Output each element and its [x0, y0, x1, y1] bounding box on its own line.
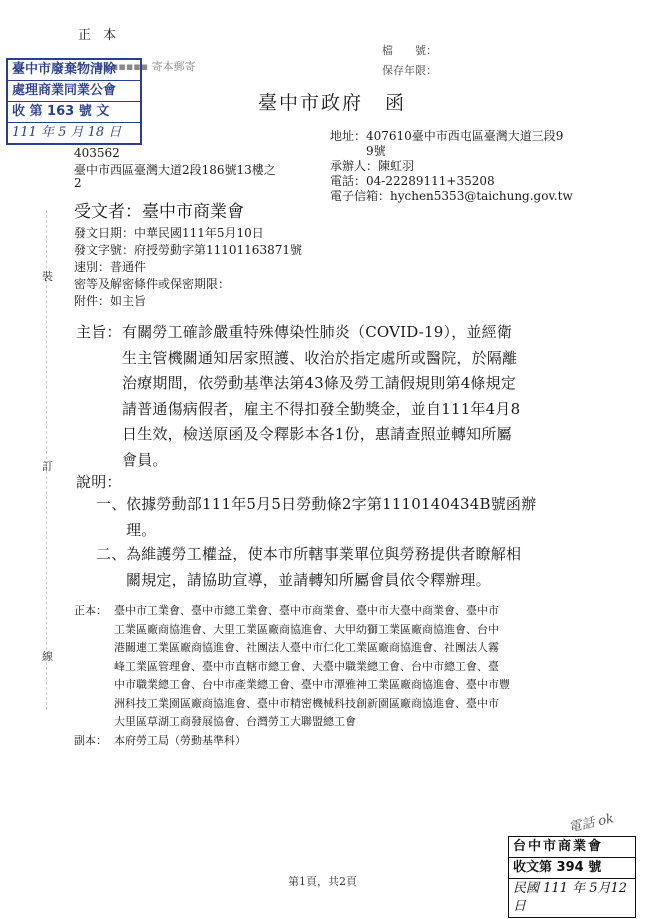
- margin-mark-line: 線: [42, 650, 53, 663]
- attachment: 附件：如主旨: [74, 294, 147, 308]
- sender-address: 地址：407610臺中市西屯區臺灣大道三段9: [330, 129, 564, 143]
- distribution-line: 港關連工業區廠商協進會、社團法人臺中市仁化工業區廠商協進會、社團法人霧: [114, 641, 499, 654]
- copy-recipient: 本府勞工局（勞動基準科）: [114, 734, 246, 747]
- copy-label: 副本：: [74, 734, 107, 747]
- speed-category: 速別：普通件: [74, 260, 147, 274]
- contact-email: 電子信箱：hychen5353@taichung.gov.tw: [330, 189, 573, 203]
- recipient-postcode: 403562: [74, 146, 120, 160]
- issue-date: 發文日期：中華民國111年5月10日: [74, 226, 264, 240]
- distribution-label: 正本：: [74, 604, 107, 617]
- subject-line: 生主管機關通知居家照護、收治於指定處所或醫院，於隔離: [122, 348, 518, 367]
- stamp-commerce-line-1: 台中市商業會: [509, 837, 635, 858]
- received-stamp-association: [6, 58, 142, 145]
- explanation-item-num: 二、: [96, 545, 127, 563]
- issue-number: 發文字號：府授勞動字第11101163871號: [74, 243, 302, 257]
- copy-mark: 正 本: [78, 28, 121, 43]
- faint-mail-line: ▪▪▪▪▪▪▪ 寄本郵寄: [96, 60, 196, 73]
- explanation-item: [126, 542, 521, 593]
- distribution-line: 大里區草湖工商發展協會、台灣勞工大聯盟總工會: [114, 715, 356, 728]
- stamp-commerce-line-3: 民國 111 年 5月12日: [513, 881, 628, 914]
- secrecy-level: 密等及解密條件或保密期限：: [74, 277, 231, 291]
- explanation-line: 依據勞動部111年5月5日勞動條2字第1110140434B號函辦: [126, 495, 537, 513]
- distribution-line: 工業區廠商協進會、大里工業區廠商協進會、大甲幼獅工業區廠商協進會、台中: [114, 622, 499, 636]
- stamp-line-3: 收 第 163 號 文: [8, 102, 140, 123]
- distribution-line: 峰工業區管理會、臺中市直轄市總工會、大臺中職業總工會、台中市總工會、臺: [114, 659, 499, 673]
- subject-label: 主旨：: [76, 323, 122, 341]
- title-org: 臺中市政府: [258, 92, 364, 114]
- contact-person: 承辦人：陳虹羽: [330, 159, 415, 173]
- subject-body: [122, 320, 520, 473]
- contact-phone: 電話：04-22289111+35208: [330, 174, 495, 188]
- recipient-address: 臺中市西區臺灣大道2段186號13樓之: [74, 163, 276, 177]
- sender-address-cont: 9號: [366, 144, 386, 158]
- subject-line: 日生效，檢送原函及令釋影本各1份，惠請查照並轉知所屬: [122, 425, 512, 443]
- distribution-line: 臺中市工業會、臺中市總工業會、臺中市商業會、臺中市大臺中商業會、臺中市: [114, 604, 499, 617]
- explanation-line: 理。: [126, 520, 157, 539]
- subject-line: 治療期間，依勞動基準法第43條及勞工請假規則第4條規定: [122, 374, 517, 392]
- distribution-line: 中市職業總工會、台中市產業總工會、臺中市潭雅神工業區廠商協進會、臺中市豐: [114, 678, 510, 691]
- retention-label: 保存年限：: [382, 64, 437, 77]
- document-title: [258, 88, 406, 115]
- subject-line: 有關勞工確診嚴重特殊傳染性肺炎（COVID-19），並經衛: [122, 323, 513, 341]
- recipient-address-cont: 2: [74, 176, 82, 190]
- handwritten-note: 電話 ok: [567, 811, 616, 836]
- explanation-item: [126, 492, 536, 543]
- addressee: 受文者：臺中市商業會: [74, 202, 244, 222]
- received-stamp-commerce: [508, 836, 636, 918]
- explanation-label: 說明：: [76, 473, 122, 491]
- stamp-line-1: 臺中市廢棄物清除: [8, 60, 140, 81]
- stamp-line-4: 111 年 5 月 18 日: [12, 125, 122, 140]
- explanation-item-num: 一、: [96, 495, 127, 513]
- title-type: 函: [385, 92, 407, 114]
- explanation-line: 關規定，請協助宣導，並請轉知所屬會員依令釋辦理。: [126, 570, 491, 589]
- subject-line: 會員。: [122, 450, 168, 469]
- stamp-line-2: 處理商業同業公會: [8, 81, 140, 102]
- margin-mark-stitch: 訂: [42, 460, 53, 473]
- margin-mark-bind: 裝: [42, 270, 53, 283]
- distribution-line: 洲科技工業園區廠商協進會、臺中市精密機械科技創新園區廠商協進會、臺中市: [114, 696, 499, 710]
- distribution-list: [114, 602, 510, 732]
- page-number: 第1頁，共2頁: [288, 875, 357, 888]
- file-number-label: 檔 號：: [382, 44, 437, 57]
- explanation-line: 為維護勞工權益，使本市所轄事業單位與勞務提供者瞭解相: [126, 545, 522, 563]
- stamp-commerce-line-2: 收文第 394 號: [509, 858, 635, 879]
- subject-line: 請普通傷病假者，雇主不得扣發全勤獎金，並自111年4月8: [122, 399, 521, 418]
